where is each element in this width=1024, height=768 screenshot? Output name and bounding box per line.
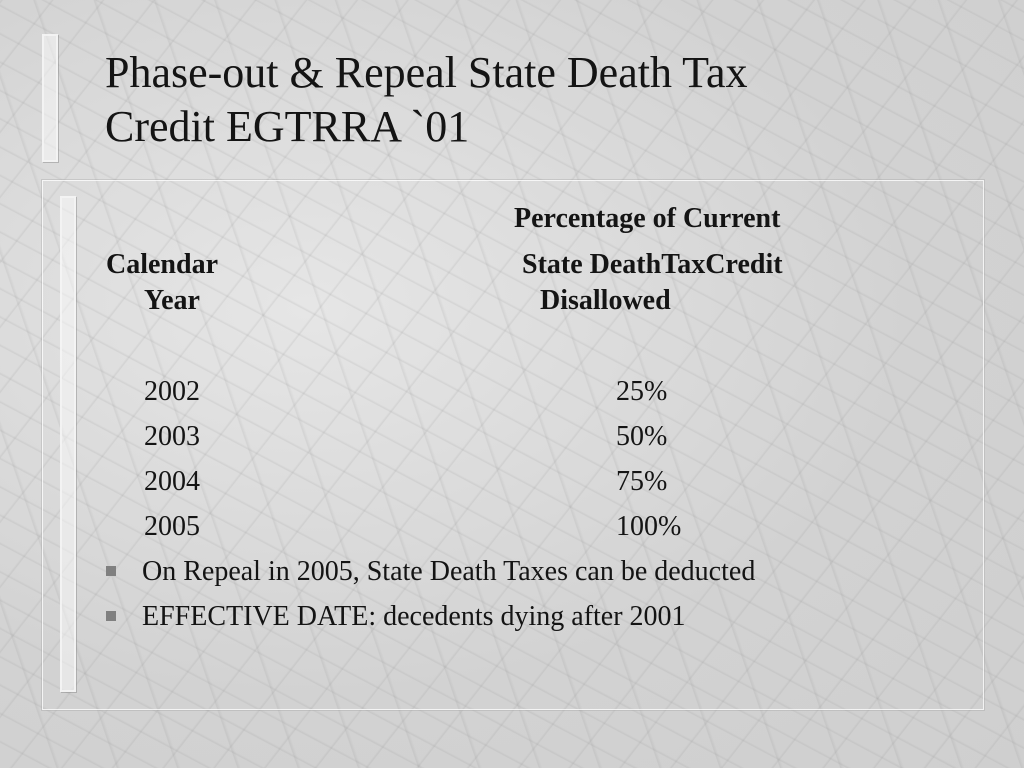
bullet-text: EFFECTIVE DATE: decedents dying after 2001 <box>142 601 686 632</box>
header-disallowed: Disallowed <box>540 285 671 316</box>
header-calendar: Calendar <box>106 249 218 280</box>
content-accent-bar <box>60 196 76 692</box>
table-row-year: 2004 <box>144 466 200 497</box>
table-row-year: 2003 <box>144 421 200 452</box>
title-line-2: Credit EGTRRA `01 <box>105 102 470 151</box>
square-bullet-icon <box>106 611 116 621</box>
table-row-percent: 100% <box>616 511 682 542</box>
title-line-1: Phase-out & Repeal State Death Tax <box>105 48 748 97</box>
header-percentage-line-2: State DeathTaxCredit <box>522 249 783 280</box>
square-bullet-icon <box>106 566 116 576</box>
table-row-year: 2002 <box>144 376 200 407</box>
bullet-text: On Repeal in 2005, State Death Taxes can be deducted <box>142 556 756 587</box>
bullet-item <box>106 556 755 588</box>
table-row-percent: 50% <box>616 421 668 452</box>
slide-title <box>105 46 965 154</box>
table-row-percent: 75% <box>616 466 668 497</box>
header-year: Year <box>144 285 200 316</box>
table-row-year: 2005 <box>144 511 200 542</box>
table-row-percent: 25% <box>616 376 668 407</box>
title-accent-bar <box>42 34 58 162</box>
header-percentage-line-1: Percentage of Current <box>514 203 781 234</box>
bullet-item <box>106 601 686 633</box>
